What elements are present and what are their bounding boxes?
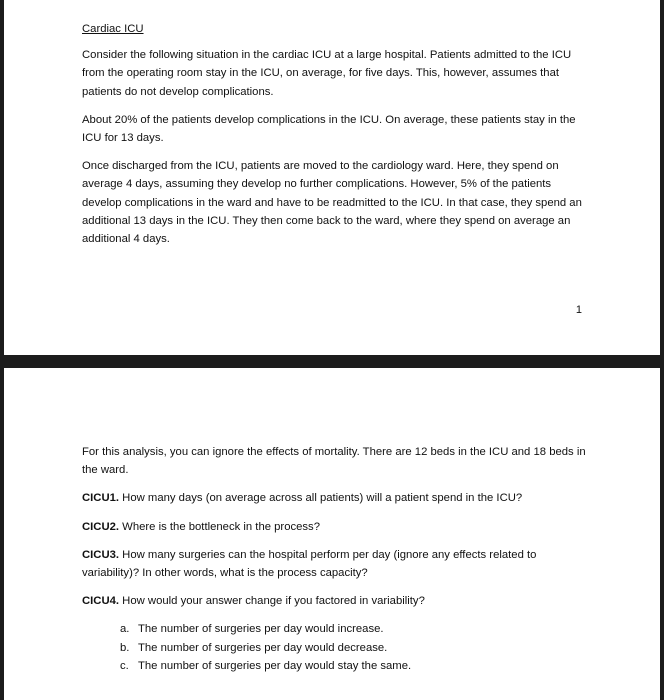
option-letter: b. [120, 641, 130, 654]
paragraph-complications: About 20% of the patients develop complications in the ICU. On average, these patients stay in the ICU for 13 days. [82, 113, 576, 145]
answer-options [82, 620, 588, 675]
list-item [120, 639, 588, 657]
question-cicu4 [82, 592, 588, 610]
document-page-1 [4, 0, 660, 355]
page-2-content [82, 443, 588, 675]
option-text: The number of surgeries per day would decrease. [138, 641, 388, 654]
question-cicu2 [82, 518, 588, 536]
paragraph-icu-stay: Consider the following situation in the cardiac ICU at a large hospital. Patients admitted to the ICU from the operating room stay in the ICU, on average, for five days. This, however, assumes that patients do not develop complications. [82, 49, 572, 98]
list-item [120, 620, 588, 638]
question-cicu3 [82, 546, 588, 582]
option-text: The number of surgeries per day would stay the same. [138, 659, 412, 672]
question-text: How would your answer change if you factored in variability? [119, 595, 425, 608]
option-letter: c. [120, 659, 129, 672]
document-title: Cardiac ICU [82, 23, 144, 35]
question-text: How many surgeries can the hospital perform per day (ignore any effects related to variability)? In other words, what is the process capacity? [82, 548, 537, 580]
question-text: Where is the bottleneck in the process? [119, 520, 320, 533]
page-number: 1 [575, 304, 582, 316]
question-id: CICU4. [82, 595, 120, 608]
question-id: CICU3. [82, 548, 120, 561]
option-text: The number of surgeries per day would increase. [138, 623, 384, 636]
question-id: CICU1. [82, 492, 120, 505]
question-text: How many days (on average across all patients) will a patient spend in the ICU? [119, 492, 523, 505]
page-1-content [82, 20, 588, 258]
option-letter: a. [120, 623, 130, 636]
question-id: CICU2. [82, 520, 120, 533]
paragraph-intro: For this analysis, you can ignore the effects of mortality. There are 12 beds in the ICU and 18 beds in the ward. [82, 446, 586, 477]
question-cicu1 [82, 489, 588, 507]
list-item [120, 657, 588, 675]
document-page-2 [4, 368, 660, 700]
paragraph-ward: Once discharged from the ICU, patients are moved to the cardiology ward. Here, they spend on average 4 days, assuming they develop no further complications. However, 5% of the patients develop complications in the ward and have to be readmitted to the ICU. In that case, they spend an additional 13 days in the ICU. They then come back to the ward, where they spend on average an additional 4 days. [82, 160, 582, 246]
